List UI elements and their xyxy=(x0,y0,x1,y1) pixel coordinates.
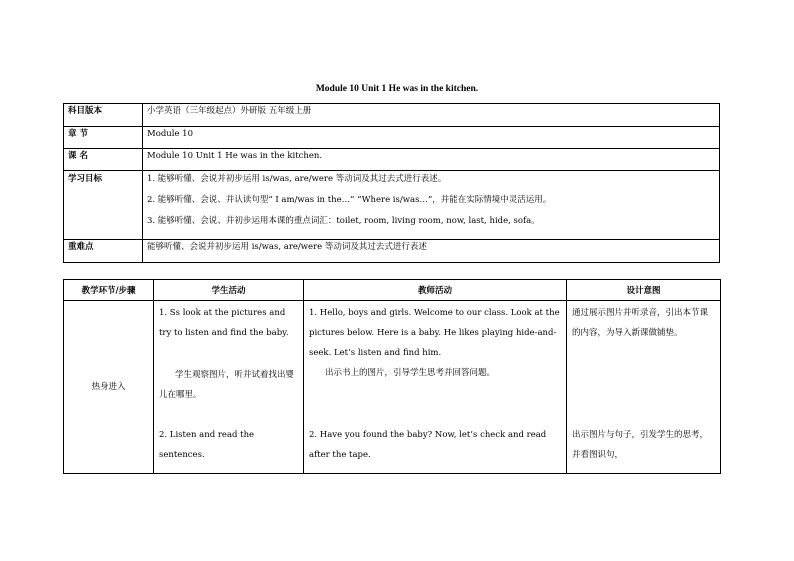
header-stage: 教学环节/步骤 xyxy=(64,280,154,301)
student-step-2: 2. Listen and read the sentences. xyxy=(159,430,255,460)
intent-1: 通过展示图片并听录音，引出本节课的内容，为导入新课做铺垫。 xyxy=(572,308,709,338)
design-intent-cell xyxy=(567,301,721,474)
info-label: 课 名 xyxy=(64,149,143,171)
student-activity-cell xyxy=(154,301,304,474)
info-row-subject xyxy=(64,104,720,127)
teacher-step-1: 1. Hello, boys and girls. Welcome to our class. Look at the pictures below. Here is a baby. He likes playing hide-and-seek. Let’s listen and find him. xyxy=(309,308,560,358)
header-student: 学生活动 xyxy=(154,280,304,301)
info-value: Module 10 Unit 1 He was in the kitchen. xyxy=(143,149,720,171)
info-label: 科目版本 xyxy=(64,104,143,127)
info-row-key-points xyxy=(64,240,720,263)
plan-row-warmup xyxy=(64,301,721,474)
info-value: 能够听懂、会说并初步运用 is/was, are/were 等动词及其过去式进行表述 xyxy=(143,240,720,263)
info-label: 重难点 xyxy=(64,240,143,263)
info-value: 小学英语（三年级起点）外研版 五年级上册 xyxy=(143,104,720,127)
teacher-activity-cell xyxy=(304,301,567,474)
goals-cell xyxy=(143,171,720,240)
teacher-step-1-note: 出示书上的图片，引导学生思考并回答问题。 xyxy=(325,368,496,378)
goal-item: 3. 能够听懂、会说、并初步运用本课的重点词汇：toilet, room, living room, now, last, hide, sofa。 xyxy=(147,216,540,226)
info-row-lesson xyxy=(64,149,720,171)
intent-2: 出示图片与句子，引发学生的思考，并看图识句， xyxy=(572,430,709,460)
info-label: 学习目标 xyxy=(64,171,143,240)
teacher-step-2: 2. Have you found the baby? Now, let’s check and read after the tape. xyxy=(309,430,547,460)
student-step-1: 1. Ss look at the pictures and try to listen and find the baby. xyxy=(159,308,289,338)
header-intent: 设计意图 xyxy=(567,280,721,301)
stage-cell: 热身进入 xyxy=(64,301,154,474)
info-value: Module 10 xyxy=(143,127,720,149)
info-label: 章 节 xyxy=(64,127,143,149)
course-info-table xyxy=(63,103,720,263)
document-title: Module 10 Unit 1 He was in the kitchen. xyxy=(315,84,479,94)
info-row-goals xyxy=(64,171,720,240)
teaching-plan-table xyxy=(63,279,721,474)
header-teacher: 教师活动 xyxy=(304,280,567,301)
goal-item: 2. 能够听懂、会说、并认读句型“ I am/was in the…” “Where is/was…”，并能在实际情境中灵活运用。 xyxy=(147,195,552,205)
student-step-1-note: 学生观察图片，听并试着找出婴儿在哪里。 xyxy=(159,370,295,400)
plan-header-row xyxy=(64,280,721,301)
info-row-chapter xyxy=(64,127,720,149)
goal-item: 1. 能够听懂、会说并初步运用 is/was, are/were 等动词及其过去式进行表述。 xyxy=(147,174,447,184)
